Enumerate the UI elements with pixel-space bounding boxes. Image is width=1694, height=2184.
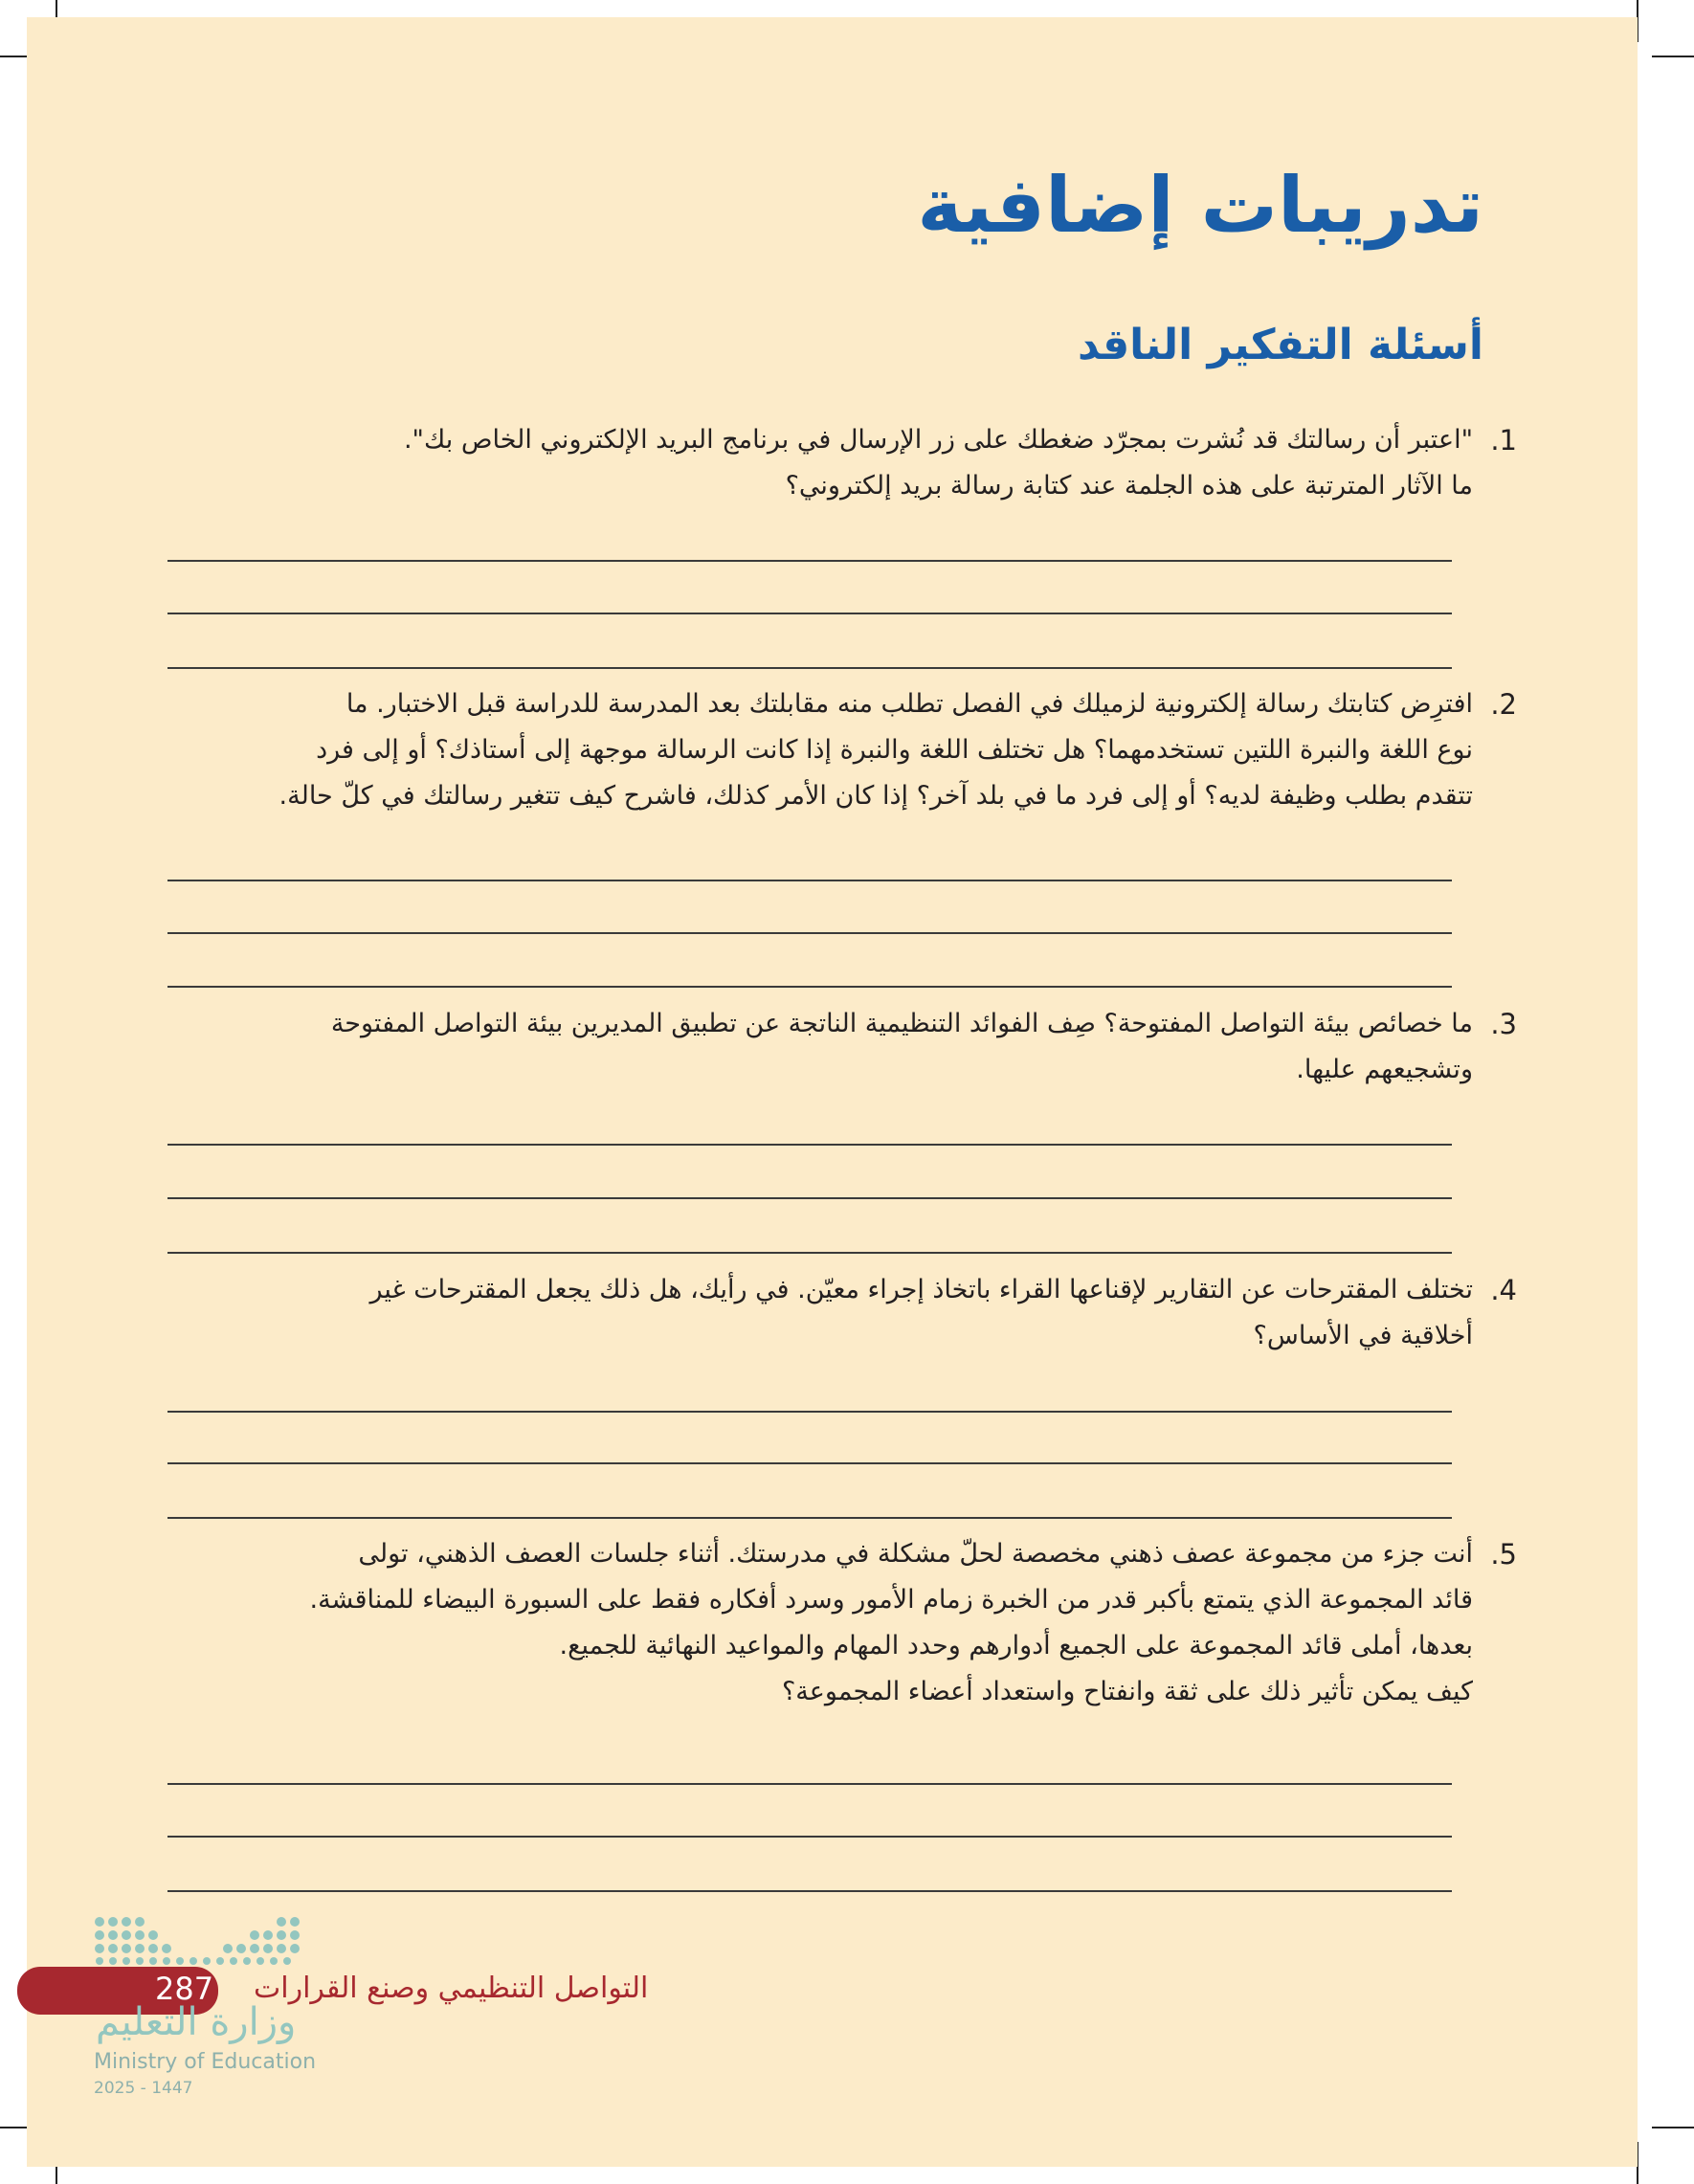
answer-line[interactable]	[167, 1197, 1452, 1199]
question-line: قائد المجموعة الذي يتمتع بأكبر قدر من الخبرة زمام الأمور وسرد أفكاره فقط على السبورة البيضاء للمناقشة.	[309, 1585, 1473, 1615]
answer-line[interactable]	[167, 560, 1452, 562]
answer-line[interactable]	[167, 1462, 1452, 1464]
answer-line[interactable]	[167, 1890, 1452, 1892]
question-text	[148, 681, 1473, 819]
question-3	[148, 1001, 1517, 1093]
ministry-logo-icon	[92, 1916, 302, 1966]
question-number: 2.	[1490, 688, 1517, 721]
question-number: 3.	[1490, 1008, 1517, 1040]
question-line: نوع اللغة والنبرة اللتين تستخدمهما؟ هل تختلف اللغة والنبرة إذا كانت الرسالة موجهة إلى أستاذك؟ أو إلى فرد	[316, 735, 1473, 765]
question-4	[148, 1267, 1517, 1359]
question-1	[148, 417, 1517, 509]
question-line: تختلف المقترحات عن التقارير لإقناعها القراء باتخاذ إجراء معيّن. في رأيك، هل ذلك يجعل المقترحات غير	[369, 1275, 1473, 1304]
question-line: "اعتبر أن رسالتك قد نُشرت بمجرّد ضغطك على زر الإرسال في برنامج البريد الإلكتروني الخاص بك".	[403, 425, 1473, 455]
page-number: 287	[155, 1971, 214, 2007]
question-5	[148, 1531, 1517, 1715]
question-line: كيف يمكن تأثير ذلك على ثقة وانفتاح واستعداد أعضاء المجموعة؟	[781, 1677, 1473, 1706]
answer-line[interactable]	[167, 1411, 1452, 1413]
question-line: ما خصائص بيئة التواصل المفتوحة؟ صِف الفوائد التنظيمية الناتجة عن تطبيق المديرين بيئة التواصل المفتوحة	[330, 1009, 1473, 1038]
answer-line[interactable]	[167, 1836, 1452, 1838]
answer-line[interactable]	[167, 1517, 1452, 1519]
question-line: أنت جزء من مجموعة عصف ذهني مخصصة لحلّ مشكلة في مدرستك. أثناء جلسات العصف الذهني، تولى	[358, 1539, 1473, 1569]
question-number: 4.	[1490, 1274, 1517, 1306]
answer-line[interactable]	[167, 1252, 1452, 1254]
question-text	[148, 417, 1473, 509]
crop-mark	[1652, 56, 1694, 57]
question-number: 1.	[1490, 424, 1517, 457]
question-number: 5.	[1490, 1538, 1517, 1571]
answer-line[interactable]	[167, 667, 1452, 669]
question-text	[148, 1267, 1473, 1359]
answer-line[interactable]	[167, 986, 1452, 988]
question-line: تتقدم بطلب وظيفة لديه؟ أو إلى فرد ما في بلد آخر؟ إذا كان الأمر كذلك، فاشرح كيف تتغير رسالتك في كلّ حالة.	[279, 781, 1473, 811]
chapter-title: التواصل التنظيمي وصنع القرارات	[254, 1972, 649, 2005]
page-title: تدريبات إضافية	[917, 161, 1483, 250]
answer-line[interactable]	[167, 1783, 1452, 1785]
section-heading: أسئلة التفكير الناقد	[1077, 321, 1483, 369]
question-line: أخلاقية في الأساس؟	[1253, 1321, 1473, 1350]
ministry-name-english: Ministry of Education	[94, 2050, 317, 2074]
question-2	[148, 681, 1517, 819]
answer-line[interactable]	[167, 880, 1452, 881]
edition-year: 2025 - 1447	[94, 2079, 193, 2098]
question-line: بعدها، أملى قائد المجموعة على الجميع أدوارهم وحدد المهام والمواعيد النهائية للجميع.	[559, 1631, 1473, 1660]
question-line: ما الآثار المترتبة على هذه الجلمة عند كتابة رسالة بريد إلكتروني؟	[785, 471, 1473, 501]
question-text	[148, 1531, 1473, 1715]
question-text	[148, 1001, 1473, 1093]
crop-mark	[1652, 2127, 1694, 2128]
question-line: افترِض كتابتك رسالة إلكترونية لزميلك في الفصل تطلب منه مقابلتك بعد المدرسة للدراسة قبل الاختبار. ما	[345, 689, 1473, 719]
answer-line[interactable]	[167, 932, 1452, 934]
answer-line[interactable]	[167, 613, 1452, 614]
answer-line[interactable]	[167, 1144, 1452, 1146]
ministry-name-arabic: وزارة التعليم	[96, 2000, 297, 2044]
question-line: وتشجيعهم عليها.	[1296, 1055, 1473, 1084]
